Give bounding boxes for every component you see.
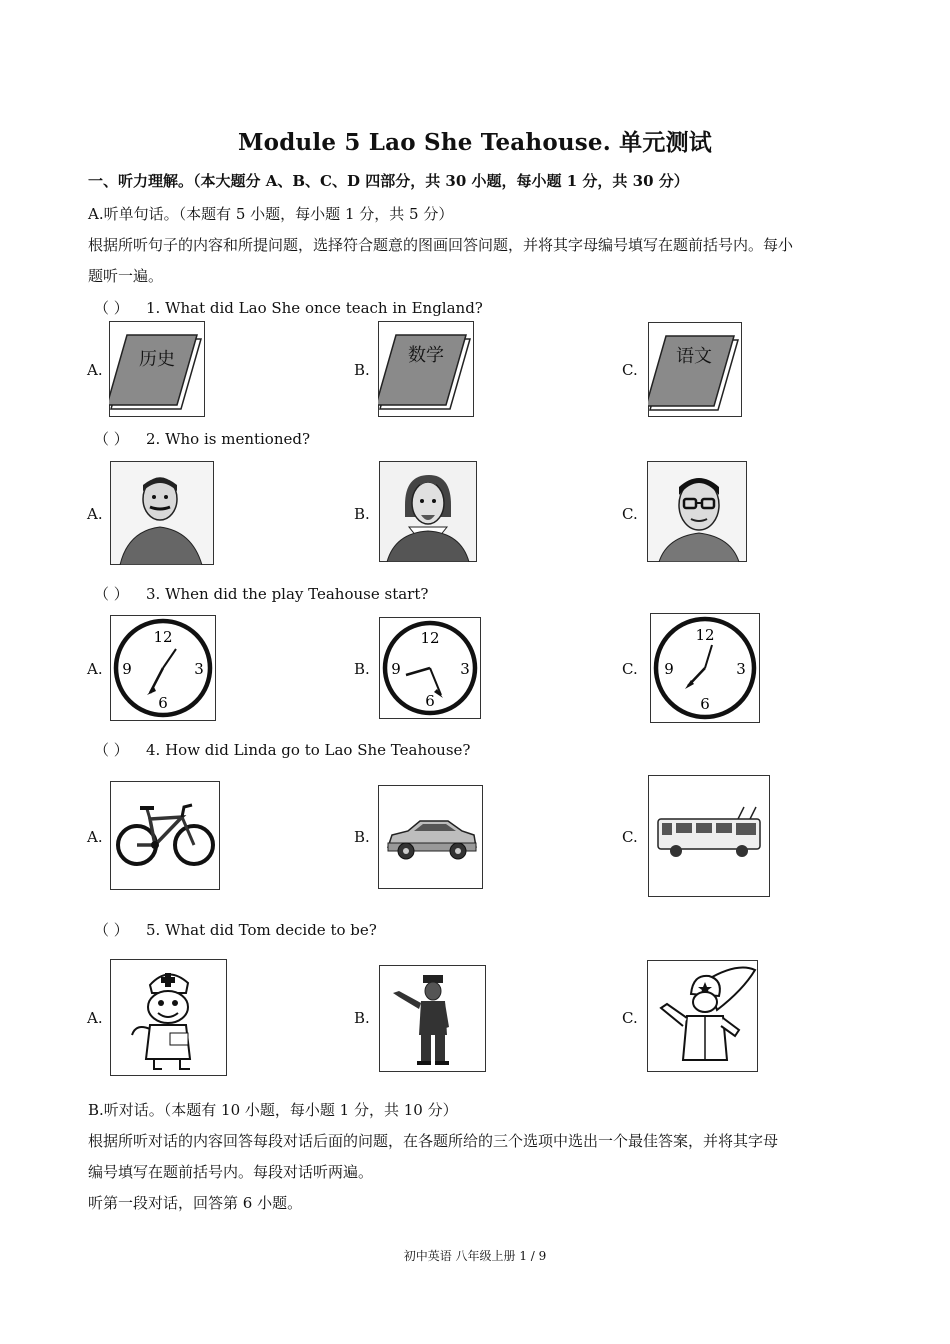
- book-label: 数学: [408, 345, 444, 366]
- book-label: 历史: [139, 349, 175, 370]
- clock-number: 3: [460, 660, 470, 678]
- clock-a-image: [110, 615, 216, 721]
- part-b-instruction-2: 编号填写在题前括号内。每段对话听两遍。: [88, 1163, 374, 1181]
- dialogue-intro: 听第一段对话，回答第 6 小题。: [88, 1194, 303, 1212]
- option-label: C.: [622, 505, 638, 523]
- bicycle-image: [110, 781, 220, 890]
- part-a-instruction-2: 题听一遍。: [88, 267, 164, 285]
- clock-number: 12: [695, 626, 715, 644]
- clock-number: 9: [391, 660, 401, 678]
- question-text: 2. Who is mentioned?: [146, 430, 311, 448]
- question-4: [94, 739, 470, 760]
- doctor-image: [110, 959, 227, 1076]
- answer-bracket[interactable]: （ ）: [94, 430, 129, 448]
- option-label: A.: [87, 1009, 103, 1027]
- clock-number: 3: [736, 660, 746, 678]
- option-label: A.: [87, 660, 103, 678]
- option-label: B.: [354, 828, 370, 846]
- policeman-image: [379, 965, 486, 1072]
- book-history-image: [109, 321, 205, 417]
- clock-b-image: [379, 617, 481, 719]
- portrait-lu-xun-image: [110, 461, 214, 565]
- clock-number: 6: [425, 692, 435, 710]
- section-heading: 一、听力理解。（本大题分 A、B、C、D 四部分，共 30 小题，每小题 1 分，共 30 分）: [88, 172, 689, 190]
- option-label: B.: [354, 361, 370, 379]
- clock-number: 12: [153, 628, 173, 646]
- page-footer: 初中英语 八年级上册 1 / 9: [403, 1249, 547, 1263]
- question-5: [94, 919, 377, 940]
- option-label: C.: [622, 660, 638, 678]
- book-chinese-image: [648, 322, 742, 417]
- clock-c-image: [650, 613, 760, 723]
- option-label: C.: [622, 1009, 638, 1027]
- option-label: A.: [87, 361, 103, 379]
- clock-number: 9: [664, 660, 674, 678]
- part-b-instruction-1: 根据所听对话的内容回答每段对话后面的问题，在各题所给的三个选项中选出一个最佳答案，并将其字母: [88, 1132, 779, 1150]
- question-text: 1. What did Lao She once teach in England?: [146, 299, 483, 317]
- answer-bracket[interactable]: （ ）: [94, 921, 129, 939]
- book-label: 语文: [676, 346, 712, 367]
- option-label: C.: [622, 828, 638, 846]
- option-label: B.: [354, 1009, 370, 1027]
- portrait-lao-she-image: [647, 461, 747, 562]
- portrait-shakespeare-image: [379, 461, 477, 562]
- option-label: C.: [622, 361, 638, 379]
- pilot-image: [647, 960, 758, 1072]
- question-text: 3. When did the play Teahouse start?: [146, 585, 429, 603]
- clock-number: 6: [700, 695, 710, 713]
- option-label: A.: [87, 828, 103, 846]
- car-image: [378, 785, 483, 889]
- answer-bracket[interactable]: （ ）: [94, 741, 129, 759]
- book-math-image: [378, 321, 474, 417]
- question-3: [94, 583, 428, 604]
- option-label: A.: [87, 505, 103, 523]
- part-a-heading: A.听单句话。（本题有 5 小题，每小题 1 分，共 5 分）: [88, 205, 454, 223]
- bus-image: [648, 775, 770, 897]
- option-label: B.: [354, 505, 370, 523]
- part-b-heading: B.听对话。（本题有 10 小题，每小题 1 分，共 10 分）: [88, 1101, 458, 1119]
- option-label: B.: [354, 660, 370, 678]
- question-text: 4. How did Linda go to Lao She Teahouse?: [146, 741, 471, 759]
- clock-number: 3: [194, 660, 204, 678]
- question-2: [94, 428, 310, 449]
- answer-bracket[interactable]: （ ）: [94, 299, 129, 317]
- clock-number: 6: [158, 694, 168, 712]
- part-a-instruction-1: 根据所听句子的内容和所提问题，选择符合题意的图画回答问题，并将其字母编号填写在题前括号内。每小: [88, 236, 794, 254]
- answer-bracket[interactable]: （ ）: [94, 585, 129, 603]
- page-title: Module 5 Lao She Teahouse. 单元测试: [238, 129, 712, 156]
- clock-number: 9: [122, 660, 132, 678]
- question-text: 5. What did Tom decide to be?: [146, 921, 377, 939]
- question-1: [94, 297, 483, 318]
- clock-number: 12: [420, 629, 440, 647]
